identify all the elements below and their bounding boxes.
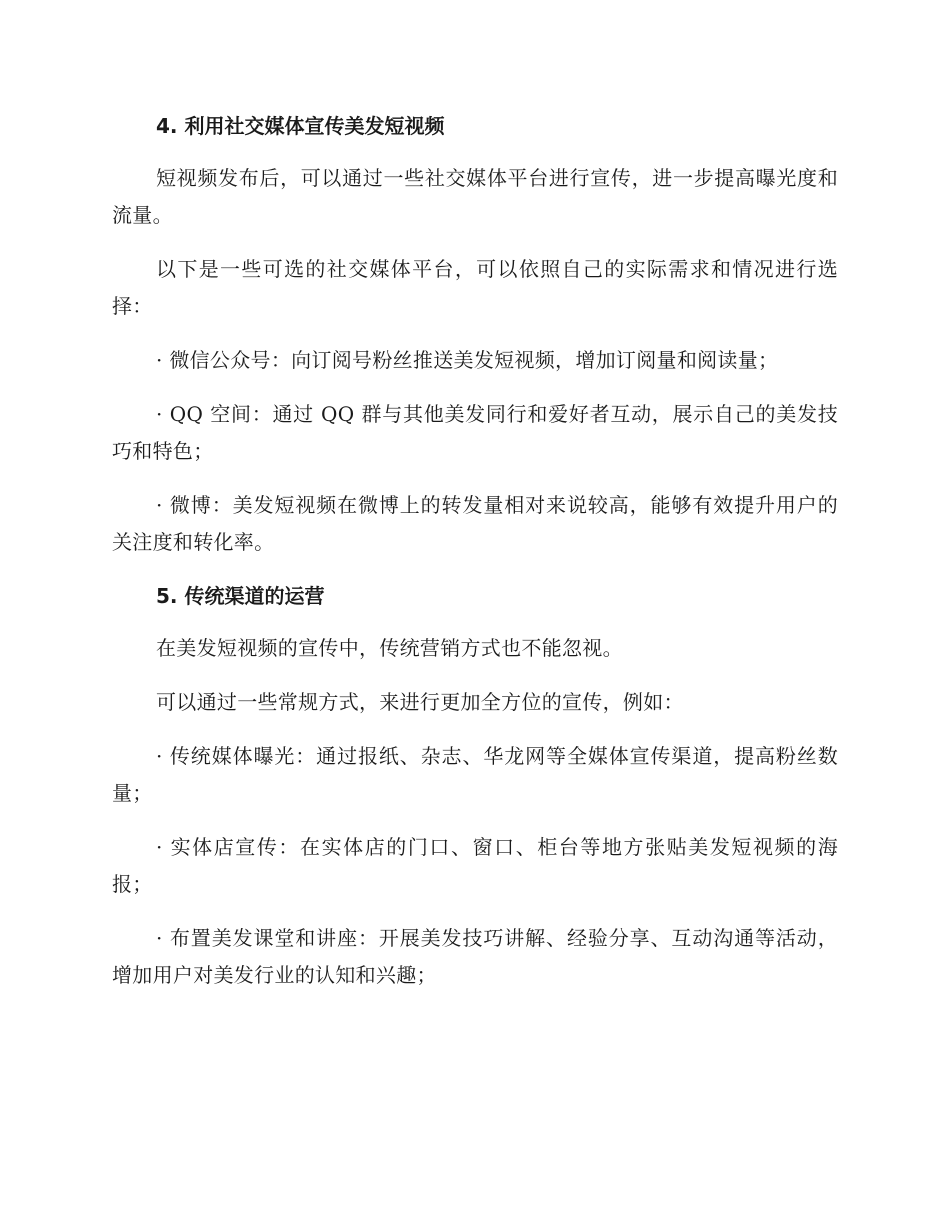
section-4-list-item: · 微博：美发短视频在微博上的转发量相对来说较高，能够有效提升用户的关注度和转化率。 <box>112 493 838 554</box>
section-4-paragraph: 短视频发布后，可以通过一些社交媒体平台进行宣传，进一步提高曝光度和流量。 <box>112 166 838 227</box>
section-5-list-item: · 传统媒体曝光：通过报纸、杂志、华龙网等全媒体宣传渠道，提高粉丝数量； <box>112 744 838 805</box>
section-4-list-item: · 微信公众号：向订阅号粉丝推送美发短视频，增加订阅量和阅读量； <box>156 348 779 372</box>
section-4-paragraph: 以下是一些可选的社交媒体平台，可以依照自己的实际需求和情况进行选择： <box>112 257 838 318</box>
section-5-list-item: · 布置美发课堂和讲座：开展美发技巧讲解、经验分享、互动沟通等活动，增加用户对美发行业的认知和兴趣； <box>112 926 838 987</box>
section-5-list-item: · 实体店宣传：在实体店的门口、窗口、柜台等地方张贴美发短视频的海报； <box>112 835 838 896</box>
document-content <box>112 108 838 1011</box>
section-4-heading: 4. 利用社交媒体宣传美发短视频 <box>156 114 445 138</box>
section-5-paragraph: 在美发短视频的宣传中，传统营销方式也不能忽视。 <box>156 636 623 660</box>
section-5-paragraph: 可以通过一些常规方式，来进行更加全方位的宣传，例如： <box>156 690 684 714</box>
section-4-list-item: · QQ 空间：通过 QQ 群与其他美发同行和爱好者互动，展示自己的美发技巧和特色； <box>112 402 838 463</box>
section-5-heading: 5. 传统渠道的运营 <box>156 584 325 608</box>
